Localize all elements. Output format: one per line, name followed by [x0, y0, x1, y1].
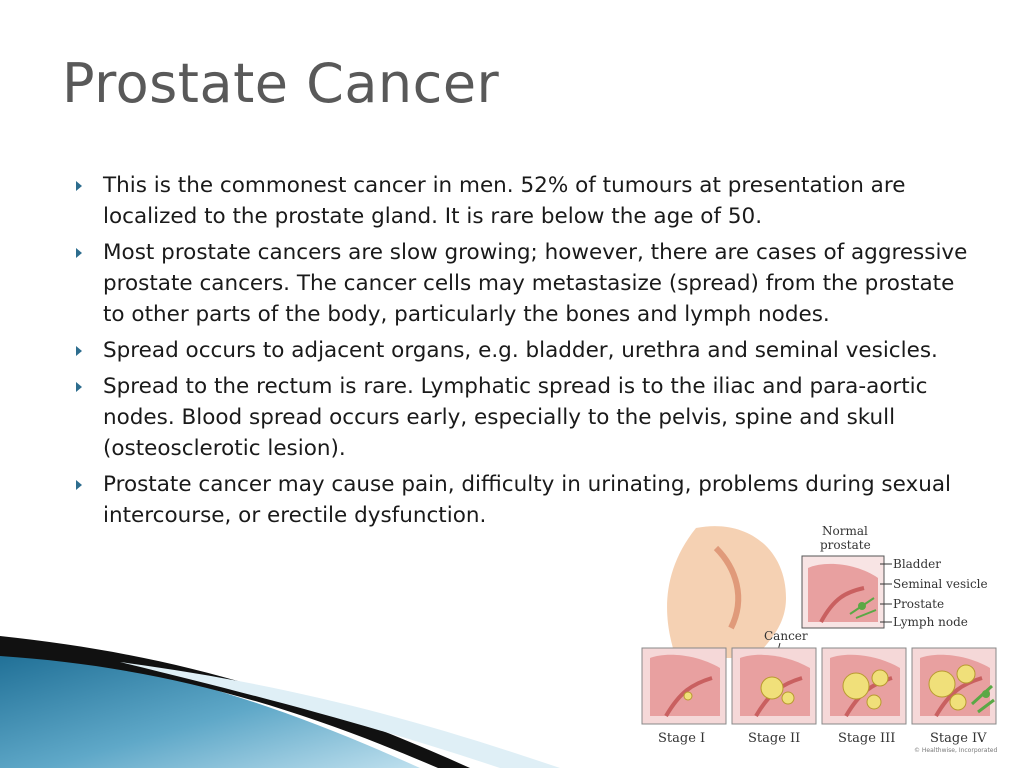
bullet-text: Spread occurs to adjacent organs, e.g. bladder, urethra and seminal vesicles.: [103, 338, 938, 363]
illustration-credit: © Healthwise, Incorporated: [914, 747, 998, 754]
slide-title: Prostate Cancer: [62, 52, 500, 115]
bullet-text: Most prostate cancers are slow growing; however, there are cases of aggressive prostate cancers. The cancer cells may metastasize (spread) from the prostate to other parts of the body, particularly the bones and lymph nodes.: [103, 240, 968, 327]
stage-3-label: Stage III: [838, 731, 896, 746]
decorative-swoosh: [0, 600, 640, 768]
normal-label-line1: Normal: [822, 524, 868, 538]
prostate-staging-illustration: [636, 518, 1024, 768]
bullet-item: [76, 170, 976, 232]
prostate-label: Prostate: [893, 597, 945, 611]
bullet-list: [76, 170, 976, 536]
bullet-text: This is the commonest cancer in men. 52% of tumours at presentation are localized to the prostate gland. It is rare below the age of 50.: [103, 173, 906, 229]
stage-panel-1: [642, 648, 726, 724]
bullet-arrow-icon: [76, 346, 82, 356]
stage-panel-3: [822, 648, 906, 724]
bullet-item: [76, 335, 976, 366]
bullet-item: [76, 237, 976, 330]
bullet-arrow-icon: [76, 382, 82, 392]
stage-4-label: Stage IV: [930, 731, 987, 746]
lymph-node-label: Lymph node: [893, 615, 968, 629]
bullet-arrow-icon: [76, 480, 82, 490]
stage-1-label: Stage I: [658, 731, 706, 746]
stage-2-label: Stage II: [748, 731, 801, 746]
bullet-text: Prostate cancer may cause pain, difficulty in urinating, problems during sexual intercourse, or erectile dysfunction.: [103, 472, 951, 528]
stage-panel-2: [732, 648, 816, 724]
stage-panel-4: [912, 648, 996, 724]
bladder-label: Bladder: [893, 557, 942, 571]
cancer-label: Cancer: [764, 629, 808, 643]
bullet-text: Spread to the rectum is rare. Lymphatic spread is to the iliac and para-aortic nodes. Blood spread occurs early, especially to the pelvis, spine and skull (osteosclerotic lesion).: [103, 374, 928, 461]
bullet-item: [76, 371, 976, 464]
seminal-vesicle-label: Seminal vesicle: [893, 577, 988, 591]
bullet-arrow-icon: [76, 181, 82, 191]
normal-label-line2: prostate: [820, 538, 871, 552]
bullet-arrow-icon: [76, 248, 82, 258]
